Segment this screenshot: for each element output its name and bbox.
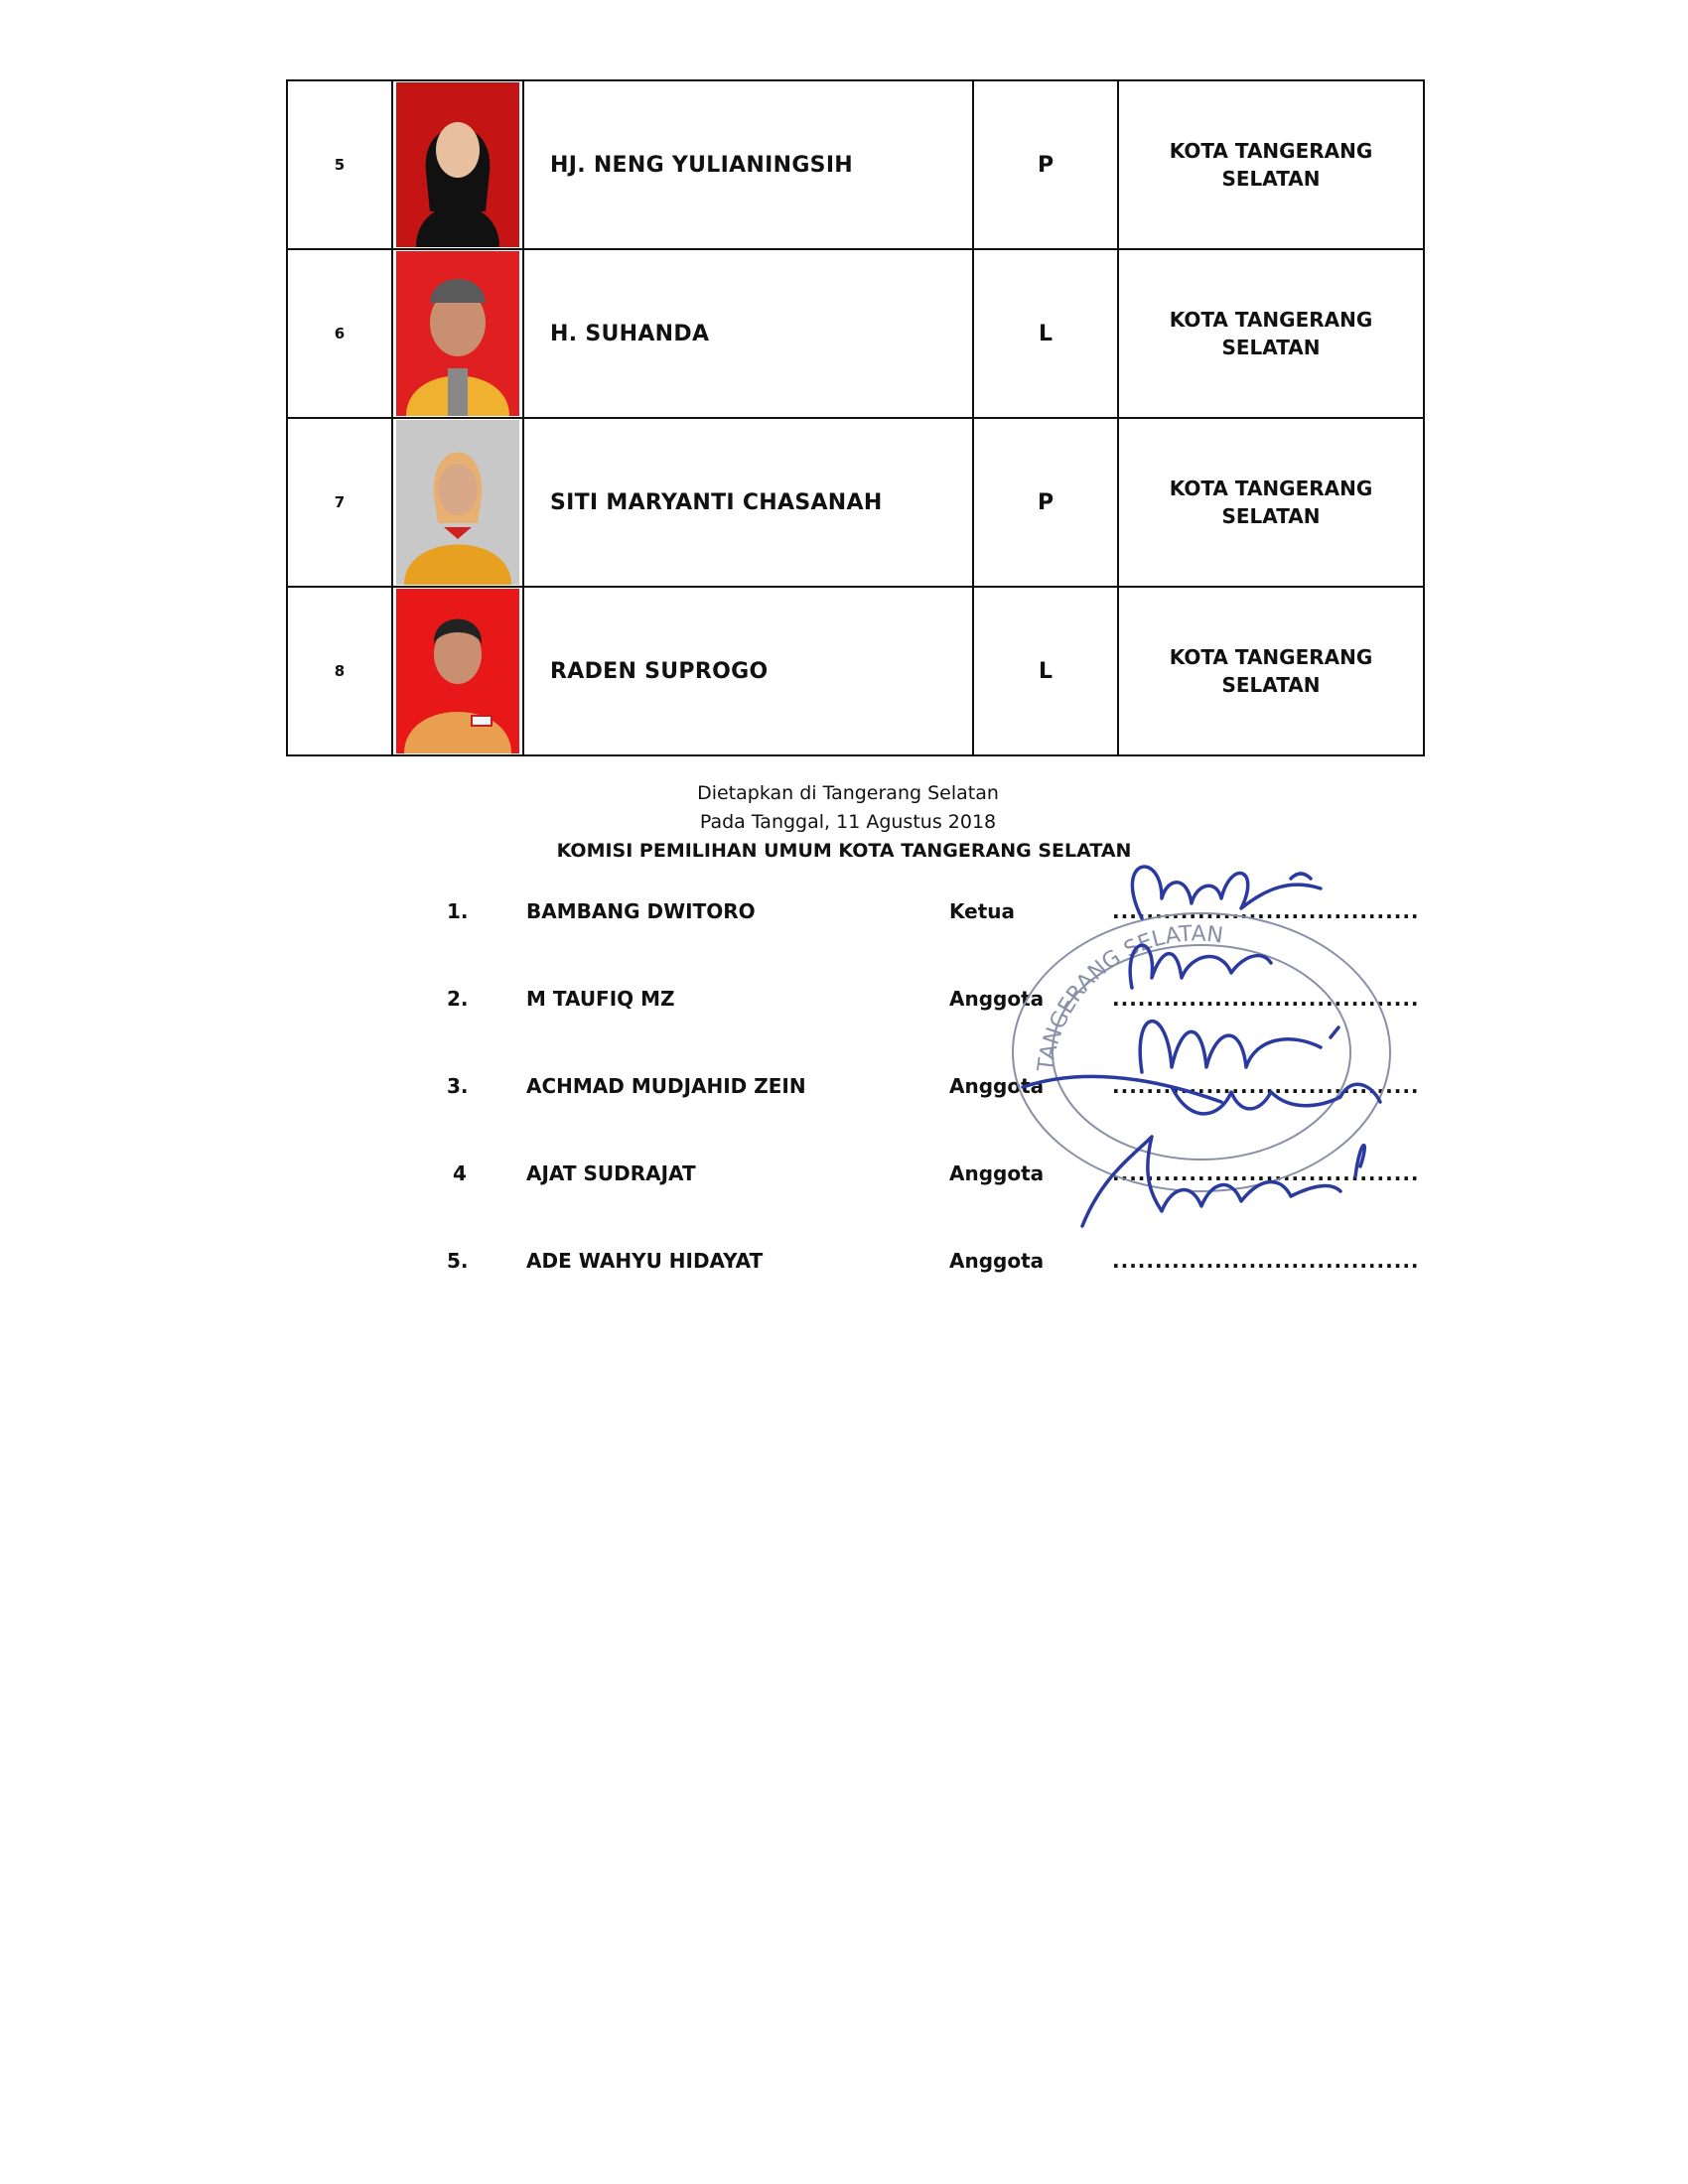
signatory-number: 1.	[447, 899, 469, 923]
region-line-1: KOTA TANGERANG	[1169, 645, 1373, 669]
signature-5	[1082, 1137, 1364, 1226]
signatory-name: ACHMAD MUDJAHID ZEIN	[526, 1074, 806, 1098]
signature-line: ....................................	[1112, 1074, 1420, 1098]
signatory-name: AJAT SUDRAJAT	[526, 1161, 696, 1185]
candidate-photo	[396, 589, 519, 753]
signature-marks	[1023, 867, 1380, 1226]
signatory-role: Ketua	[949, 899, 1016, 923]
candidate-region	[1118, 418, 1424, 587]
candidate-name: HJ. NENG YULIANINGSIH	[523, 80, 973, 249]
candidate-region	[1118, 249, 1424, 418]
region-line-1: KOTA TANGERANG	[1169, 139, 1373, 163]
candidate-photo	[396, 251, 519, 416]
table-row	[287, 249, 1424, 418]
candidate-sex: L	[973, 587, 1118, 755]
signatory-name: M TAUFIQ MZ	[526, 987, 675, 1011]
signature-line: ....................................	[1112, 899, 1420, 923]
signature-4	[1023, 1076, 1380, 1114]
candidate-sex: P	[973, 80, 1118, 249]
candidate-name: SITI MARYANTI CHASANAH	[523, 418, 973, 587]
signatory-row	[0, 1249, 1688, 1283]
signatory-row	[0, 1161, 1688, 1195]
signatory-role: Anggota	[949, 987, 1045, 1011]
candidate-region	[1118, 587, 1424, 755]
candidate-sex: P	[973, 418, 1118, 587]
table-row	[287, 587, 1424, 755]
signatory-role: Anggota	[949, 1161, 1045, 1185]
signatory-name: BAMBANG DWITORO	[526, 899, 756, 923]
stamp-text: TANGERANG SELATAN	[1034, 921, 1225, 1073]
candidate-sex: L	[973, 249, 1118, 418]
signatory-role: Anggota	[949, 1074, 1045, 1098]
signature-line: ....................................	[1112, 987, 1420, 1011]
svg-text:TANGERANG SELATAN	[1034, 922, 1224, 1074]
signature-3	[1140, 1022, 1338, 1072]
signatory-number: 2.	[447, 987, 469, 1011]
region-line-2: SELATAN	[1221, 673, 1321, 697]
table-row	[287, 80, 1424, 249]
candidate-table	[286, 79, 1425, 756]
region-line-2: SELATAN	[1221, 336, 1321, 359]
signature-1	[1132, 867, 1321, 918]
region-line-2: SELATAN	[1221, 504, 1321, 528]
decree-date: Pada Tanggal, 11 Agustus 2018	[699, 811, 997, 833]
candidate-number: 5	[287, 80, 392, 249]
signature-line: ....................................	[1112, 1161, 1420, 1185]
region-line-1: KOTA TANGERANG	[1169, 308, 1373, 332]
candidate-number: 8	[287, 587, 392, 755]
table-row	[287, 418, 1424, 587]
stamp-and-signatures	[993, 839, 1410, 1256]
institution-name: KOMISI PEMILIHAN UMUM KOTA TANGERANG SELATAN	[556, 840, 1132, 862]
candidate-number: 7	[287, 418, 392, 587]
signatory-row	[0, 899, 1688, 933]
signatory-name: ADE WAHYU HIDAYAT	[526, 1249, 764, 1273]
region-line-1: KOTA TANGERANG	[1169, 477, 1373, 500]
signatory-number: 4	[453, 1161, 467, 1185]
candidate-photo-cell	[392, 249, 523, 418]
region-line-2: SELATAN	[1221, 167, 1321, 191]
candidate-name: H. SUHANDA	[523, 249, 973, 418]
candidate-region	[1118, 80, 1424, 249]
signatory-row	[0, 1074, 1688, 1108]
candidate-photo-cell	[392, 80, 523, 249]
signatory-number: 5.	[447, 1249, 469, 1273]
signatory-number: 3.	[447, 1074, 469, 1098]
candidate-photo	[396, 82, 519, 247]
candidate-name: RADEN SUPROGO	[523, 587, 973, 755]
decree-place: Dietapkan di Tangerang Selatan	[697, 782, 999, 804]
candidate-number: 6	[287, 249, 392, 418]
signatory-role: Anggota	[949, 1249, 1045, 1273]
candidate-photo-cell	[392, 587, 523, 755]
candidate-photo	[396, 420, 519, 585]
signature-line: ....................................	[1112, 1249, 1420, 1273]
signatory-row	[0, 987, 1688, 1021]
candidate-photo-cell	[392, 418, 523, 587]
official-stamp	[1013, 913, 1390, 1191]
